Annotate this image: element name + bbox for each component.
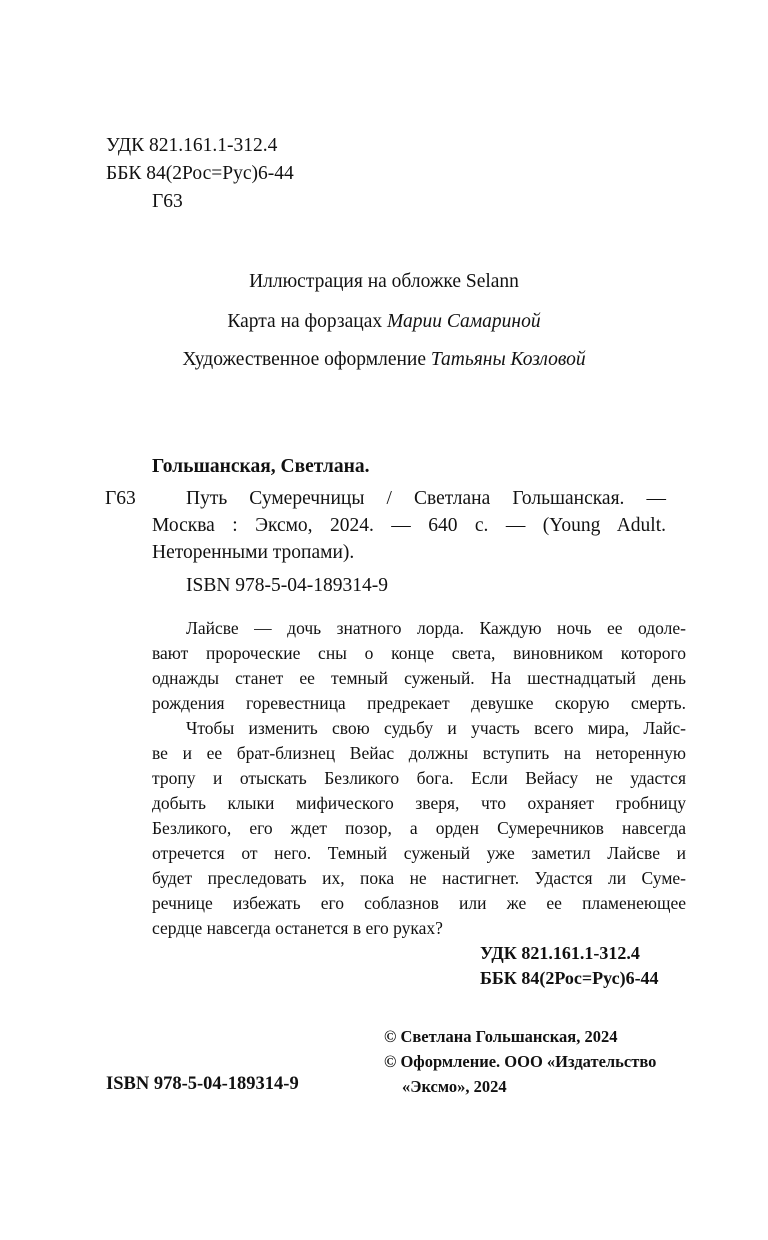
copyright-publisher: «Эксмо», 2024: [402, 1077, 507, 1096]
annotation-line: сердце навсегда останется в его руках?: [152, 918, 443, 938]
annotation-line: рождения горевестница предрекает девушке скорую смерть.: [152, 693, 686, 713]
annotation-line: однажды станет ее темный суженый. На шестнадцатый день: [152, 668, 686, 688]
annotation-line: добыть клыки мифического зверя, что охраняет гробницу: [152, 793, 686, 813]
bbk-code: ББК 84(2Рос=Рус)6-44: [106, 163, 294, 184]
annotation-line: Чтобы изменить свою судьбу и участь всего мира, Лайс-: [186, 718, 686, 738]
catalog-line: Москва : Эксмо, 2024. — 640 с. — (Young Adult.: [152, 515, 666, 536]
annotation-line: речнице избежать его соблазнов или же ее пламенеющее: [152, 893, 686, 913]
catalog-line: Путь Сумеречницы / Светлана Гольшанская. —: [186, 488, 666, 509]
footer-bbk: ББК 84(2Рос=Рус)6-44: [480, 968, 659, 988]
annotation-line: Лайсве — дочь знатного лорда. Каждую ночь ее одоле-: [186, 618, 686, 638]
annotation-line: Безликого, его ждет позор, а орден Сумеречников навсегда: [152, 818, 686, 838]
footer-udk: УДК 821.161.1-312.4: [480, 943, 640, 963]
annotation-line: отречется от него. Темный суженый уже заметил Лайсве и: [152, 843, 686, 863]
annotation-line: будет преследовать их, пока не настигнет. Удастся ли Суме-: [152, 868, 686, 888]
design-credit: Художественное оформление Татьяны Козловой: [182, 349, 586, 370]
author-mark: Г63: [152, 191, 183, 212]
udk-code: УДК 821.161.1-312.4: [106, 135, 278, 156]
catalog-line: Неторенными тропами).: [152, 542, 355, 563]
annotation-line: ве и ее брат-близнец Вейас должны вступить на неторенную: [152, 743, 686, 763]
copyright-author: © Светлана Гольшанская, 2024: [384, 1027, 618, 1046]
catalog-author: Гольшанская, Светлана.: [152, 456, 370, 477]
cover-illustration-credit: Иллюстрация на обложке Selann: [249, 271, 519, 292]
copyright-design: © Оформление. ООО «Издательство: [384, 1052, 657, 1071]
annotation-line: тропу и отыскать Безликого бога. Если Вейасу не удастся: [152, 768, 686, 788]
annotation-line: вают пророческие сны о конце света, виновником которого: [152, 643, 686, 663]
catalog-isbn: ISBN 978-5-04-189314-9: [186, 575, 389, 596]
catalog-mark: Г63: [105, 488, 136, 509]
map-credit: Карта на форзацах Марии Самариной: [227, 311, 541, 332]
bottom-isbn: ISBN 978-5-04-189314-9: [106, 1074, 299, 1094]
